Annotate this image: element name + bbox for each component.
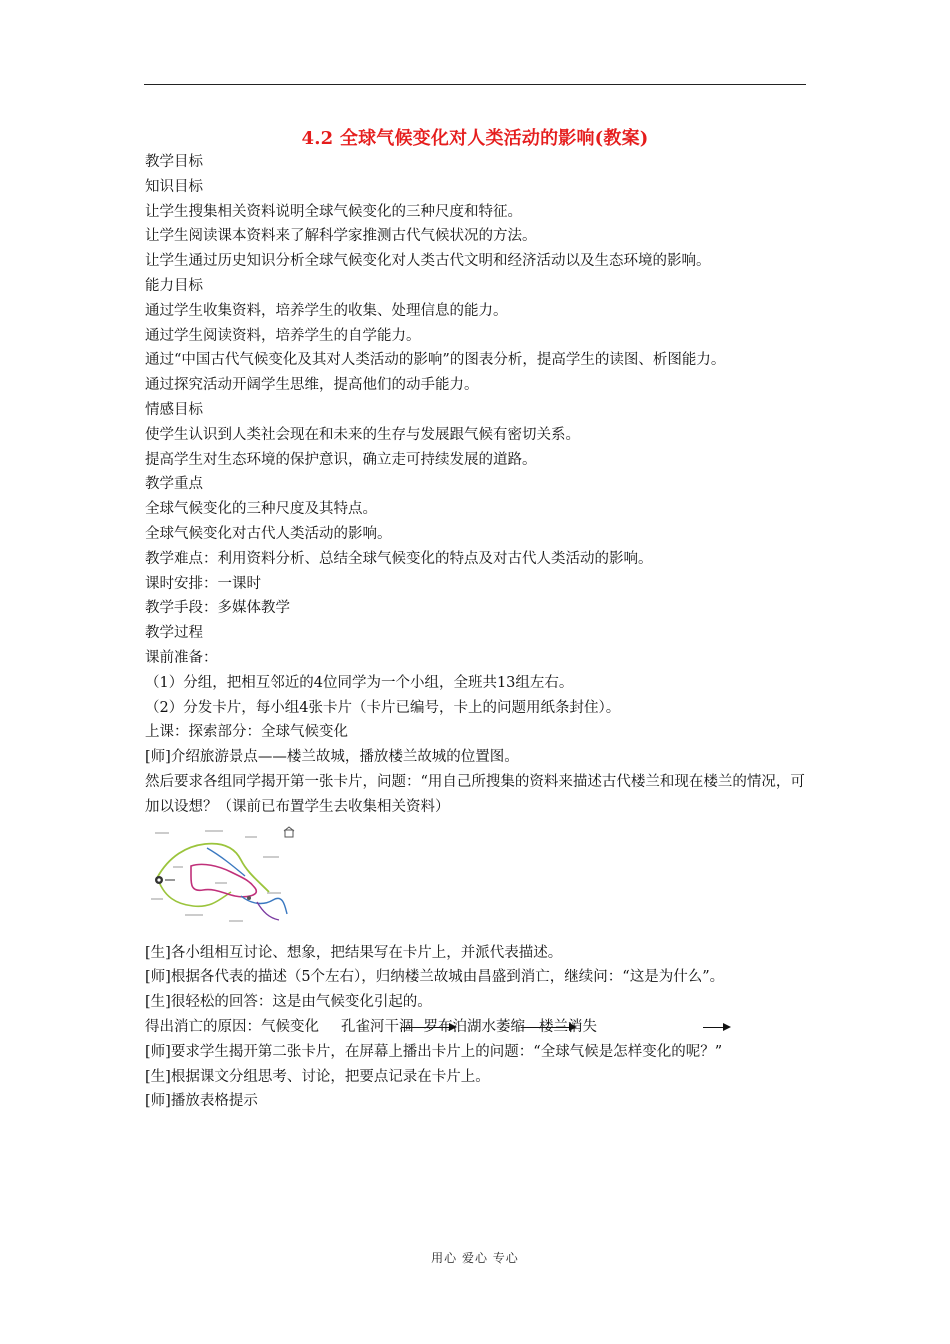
text-line: 知识目标 (145, 178, 203, 195)
flow-step: 孔雀河干涸 (341, 1018, 414, 1035)
text-line: 通过“中国古代气候变化及其对人类活动的影响”的图表分析，提高学生的读图、析图能力。 (145, 352, 726, 369)
loulan-location-map (145, 826, 297, 931)
text-line: 课前准备： (145, 649, 218, 666)
text-line: 教学难点：利用资料分析、总结全球气候变化的特点及对古代人类活动的影响。 (145, 550, 653, 567)
header-rule (144, 84, 806, 85)
text-line: 教学目标 (145, 154, 203, 170)
arrow-right-icon (401, 1027, 455, 1028)
flow-prefix: 得出消亡的原因： (145, 1018, 261, 1035)
text-line: 课时安排：一课时 (145, 575, 261, 592)
text-line: [师]介绍旅游景点——楼兰故城，播放楼兰故城的位置图。 (145, 749, 519, 766)
arrow-right-icon (521, 1027, 575, 1028)
text-line: 全球气候变化对古代人类活动的影响。 (145, 525, 392, 542)
text-line: 通过学生阅读资料，培养学生的自学能力。 (145, 327, 421, 344)
flow-step: 罗布泊湖水萎缩 (423, 1018, 525, 1035)
text-line: 教学重点 (145, 476, 203, 493)
text-line: 让学生搜集相关资料说明全球气候变化的三种尺度和特征。 (145, 203, 522, 220)
text-line: 教学过程 (145, 625, 203, 642)
text-line: [生]很轻松的回答：这是由气候变化引起的。 (145, 994, 432, 1011)
text-line: [师]要求学生揭开第二张卡片，在屏幕上播出卡片上的问题：“全球气候是怎样变化的呢？” (145, 1043, 723, 1060)
cause-flow-line (145, 1015, 817, 1040)
text-line: 然后要求各组同学揭开第一张卡片，问题：“用自己所搜集的资料来描述古代楼兰和现在楼兰的情况，可加以设想？（课前已布置学生去收集相关资料） (145, 773, 805, 815)
paragraph-block-b (145, 941, 817, 1015)
text-line: [生]各小组相互讨论、想象，把结果写在卡片上，并派代表描述。 (145, 944, 563, 961)
page-footer: 用心 爱心 专心 (431, 1251, 519, 1265)
flow-step: 气候变化 (261, 1018, 319, 1035)
text-line: 让学生通过历史知识分析全球气候变化对人类古代文明和经济活动以及生态环境的影响。 (145, 253, 711, 270)
page-title: 4.2 全球气候变化对人类活动的影响(教案) (301, 128, 649, 149)
text-line: 通过学生收集资料，培养学生的收集、处理信息的能力。 (145, 302, 508, 319)
text-line: （1）分组，把相互邻近的4位同学为一个小组，全班共13组左右。 (145, 674, 574, 691)
text-line: 全球气候变化的三种尺度及其特点。 (145, 501, 377, 518)
flow-step: 楼兰消失 (539, 1018, 597, 1035)
text-line: 能力目标 (145, 277, 203, 294)
arrow-right-icon (703, 1027, 729, 1028)
text-line: 教学手段：多媒体教学 (145, 600, 290, 617)
text-line: [生]根据课文分组思考、讨论，把要点记录在卡片上。 (145, 1068, 490, 1085)
text-line: 情感目标 (145, 401, 203, 418)
text-line: 使学生认识到人类社会现在和未来的生存与发展跟气候有密切关系。 (145, 426, 580, 443)
text-line: 通过探究活动开阔学生思维，提高他们的动手能力。 (145, 377, 479, 394)
text-line: 提高学生对生态环境的保护意识，确立走可持续发展的道路。 (145, 451, 537, 468)
text-line: [师]播放表格提示 (145, 1093, 258, 1110)
text-line: （2）分发卡片，每小组4张卡片（卡片已编号，卡上的问题用纸条封住）。 (145, 699, 621, 716)
paragraph-block-c (145, 1040, 817, 1114)
paragraph-block-a (145, 150, 817, 820)
text-line: 让学生阅读课本资料来了解科学家推测古代气候状况的方法。 (145, 228, 537, 245)
text-line: 上课：探索部分：全球气候变化 (145, 724, 348, 741)
document-body (145, 150, 817, 1114)
text-line: [师]根据各代表的描述（5个左右），归纳楼兰故城由昌盛到消亡，继续问：“这是为什么”。 (145, 969, 725, 986)
